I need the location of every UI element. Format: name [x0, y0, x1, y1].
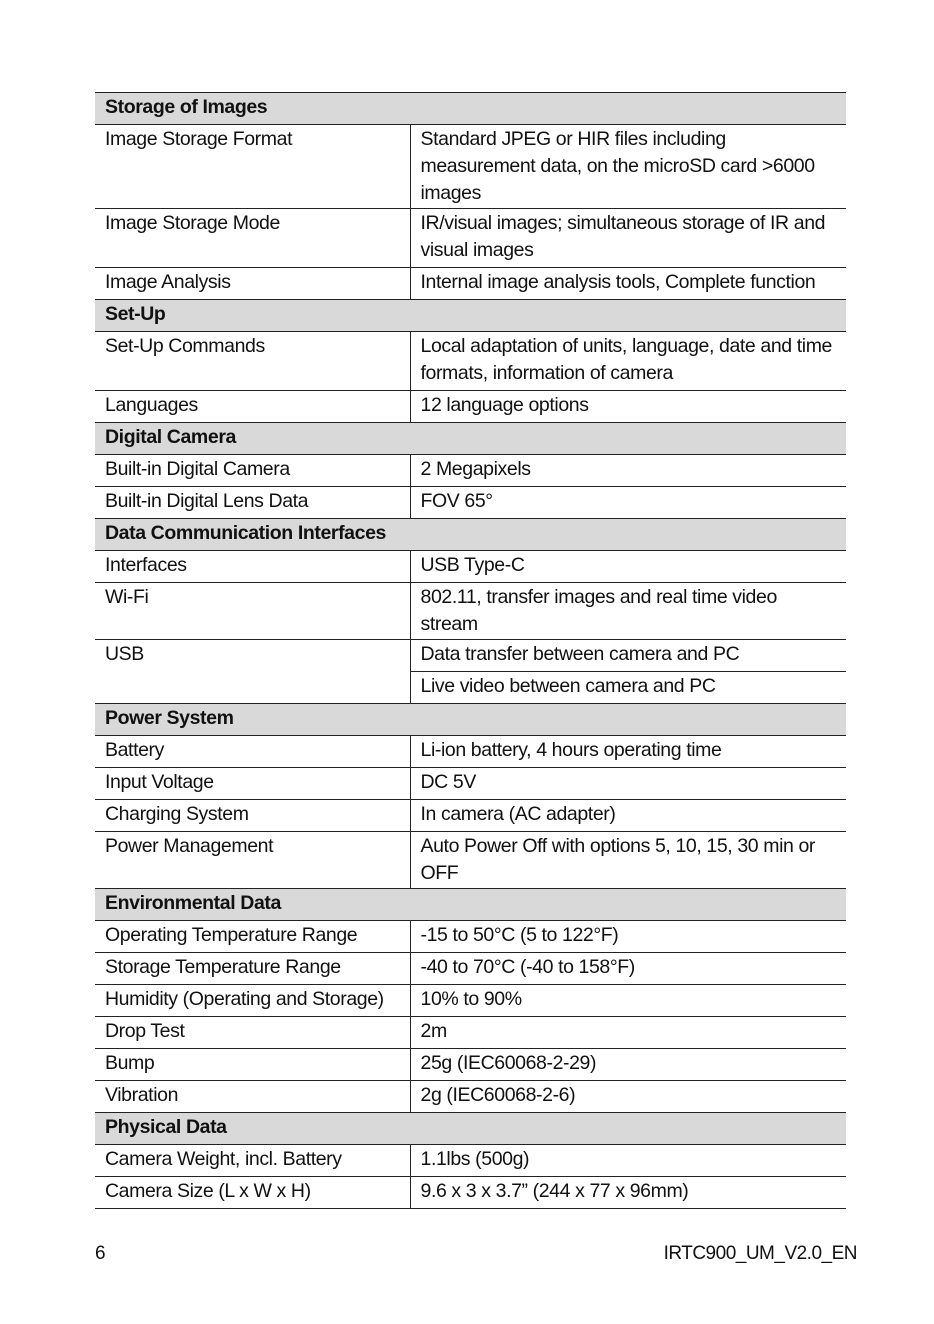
- section-title: Physical Data: [95, 1113, 846, 1145]
- spec-label: USB: [95, 640, 410, 704]
- section-header: [95, 889, 846, 921]
- section-header: [95, 300, 846, 332]
- table-row: [95, 1049, 846, 1081]
- spec-value: Li-ion battery, 4 hours operating time: [410, 736, 846, 768]
- table-row: [95, 800, 846, 832]
- spec-value: 1.1lbs (500g): [410, 1145, 846, 1177]
- section-header: [95, 704, 846, 736]
- table-row: [95, 583, 846, 640]
- table-row: [95, 455, 846, 487]
- table-row: [95, 268, 846, 300]
- spec-label: Input Voltage: [95, 768, 410, 800]
- spec-value: In camera (AC adapter): [410, 800, 846, 832]
- spec-label: Bump: [95, 1049, 410, 1081]
- spec-value: 10% to 90%: [410, 985, 846, 1017]
- spec-value: -15 to 50°C (5 to 122°F): [410, 921, 846, 953]
- section-title: Set-Up: [95, 300, 846, 332]
- spec-label: Wi-Fi: [95, 583, 410, 640]
- section-header: [95, 93, 846, 125]
- spec-label: Operating Temperature Range: [95, 921, 410, 953]
- spec-value: 802.11, transfer images and real time video stream: [410, 583, 846, 640]
- spec-label: Drop Test: [95, 1017, 410, 1049]
- spec-label: Languages: [95, 391, 410, 423]
- section-title: Environmental Data: [95, 889, 846, 921]
- table-row: [95, 953, 846, 985]
- table-row: [95, 768, 846, 800]
- spec-label: Camera Size (L x W x H): [95, 1177, 410, 1209]
- table-row: [95, 332, 846, 391]
- spec-value: 2m: [410, 1017, 846, 1049]
- spec-value: 12 language options: [410, 391, 846, 423]
- spec-label: Battery: [95, 736, 410, 768]
- table-row: [95, 1081, 846, 1113]
- spec-value: Live video between camera and PC: [410, 672, 846, 704]
- spec-value: DC 5V: [410, 768, 846, 800]
- table-row: [95, 640, 846, 672]
- table-row: [95, 209, 846, 268]
- table-row: [95, 832, 846, 889]
- table-row: [95, 391, 846, 423]
- spec-table: [95, 92, 846, 1209]
- spec-label: Charging System: [95, 800, 410, 832]
- spec-value: Standard JPEG or HIR files including measurement data, on the microSD card >6000 images: [410, 125, 846, 209]
- table-row: [95, 1177, 846, 1209]
- document-code: IRTC900_UM_V2.0_EN: [663, 1243, 857, 1264]
- page-number: 6: [95, 1243, 106, 1264]
- spec-label: Camera Weight, incl. Battery: [95, 1145, 410, 1177]
- spec-label: Storage Temperature Range: [95, 953, 410, 985]
- spec-value: 9.6 x 3 x 3.7” (244 x 77 x 96mm): [410, 1177, 846, 1209]
- section-title: Power System: [95, 704, 846, 736]
- spec-value: 2 Megapixels: [410, 455, 846, 487]
- spec-value: FOV 65°: [410, 487, 846, 519]
- spec-label: Image Storage Mode: [95, 209, 410, 268]
- section-header: [95, 423, 846, 455]
- spec-value: -40 to 70°C (-40 to 158°F): [410, 953, 846, 985]
- spec-value: Data transfer between camera and PC: [410, 640, 846, 672]
- section-header: [95, 519, 846, 551]
- spec-label: Image Storage Format: [95, 125, 410, 209]
- section-title: Digital Camera: [95, 423, 846, 455]
- table-row: [95, 921, 846, 953]
- table-row: [95, 1017, 846, 1049]
- spec-label: Built-in Digital Lens Data: [95, 487, 410, 519]
- section-title: Data Communication Interfaces: [95, 519, 846, 551]
- spec-label: Power Management: [95, 832, 410, 889]
- spec-label: Built-in Digital Camera: [95, 455, 410, 487]
- spec-value: IR/visual images; simultaneous storage of IR and visual images: [410, 209, 846, 268]
- table-row: [95, 551, 846, 583]
- spec-label: Set-Up Commands: [95, 332, 410, 391]
- section-header: [95, 1113, 846, 1145]
- spec-label: Vibration: [95, 1081, 410, 1113]
- section-title: Storage of Images: [95, 93, 846, 125]
- spec-label: Humidity (Operating and Storage): [95, 985, 410, 1017]
- spec-value: 2g (IEC60068-2-6): [410, 1081, 846, 1113]
- spec-label: Interfaces: [95, 551, 410, 583]
- table-row: [95, 125, 846, 209]
- table-row: [95, 985, 846, 1017]
- table-row: [95, 487, 846, 519]
- spec-value: Auto Power Off with options 5, 10, 15, 30 min or OFF: [410, 832, 846, 889]
- table-row: [95, 736, 846, 768]
- table-row: [95, 1145, 846, 1177]
- spec-value: Internal image analysis tools, Complete function: [410, 268, 846, 300]
- spec-value: 25g (IEC60068-2-29): [410, 1049, 846, 1081]
- spec-value: USB Type-C: [410, 551, 846, 583]
- spec-value: Local adaptation of units, language, date and time formats, information of camera: [410, 332, 846, 391]
- spec-label: Image Analysis: [95, 268, 410, 300]
